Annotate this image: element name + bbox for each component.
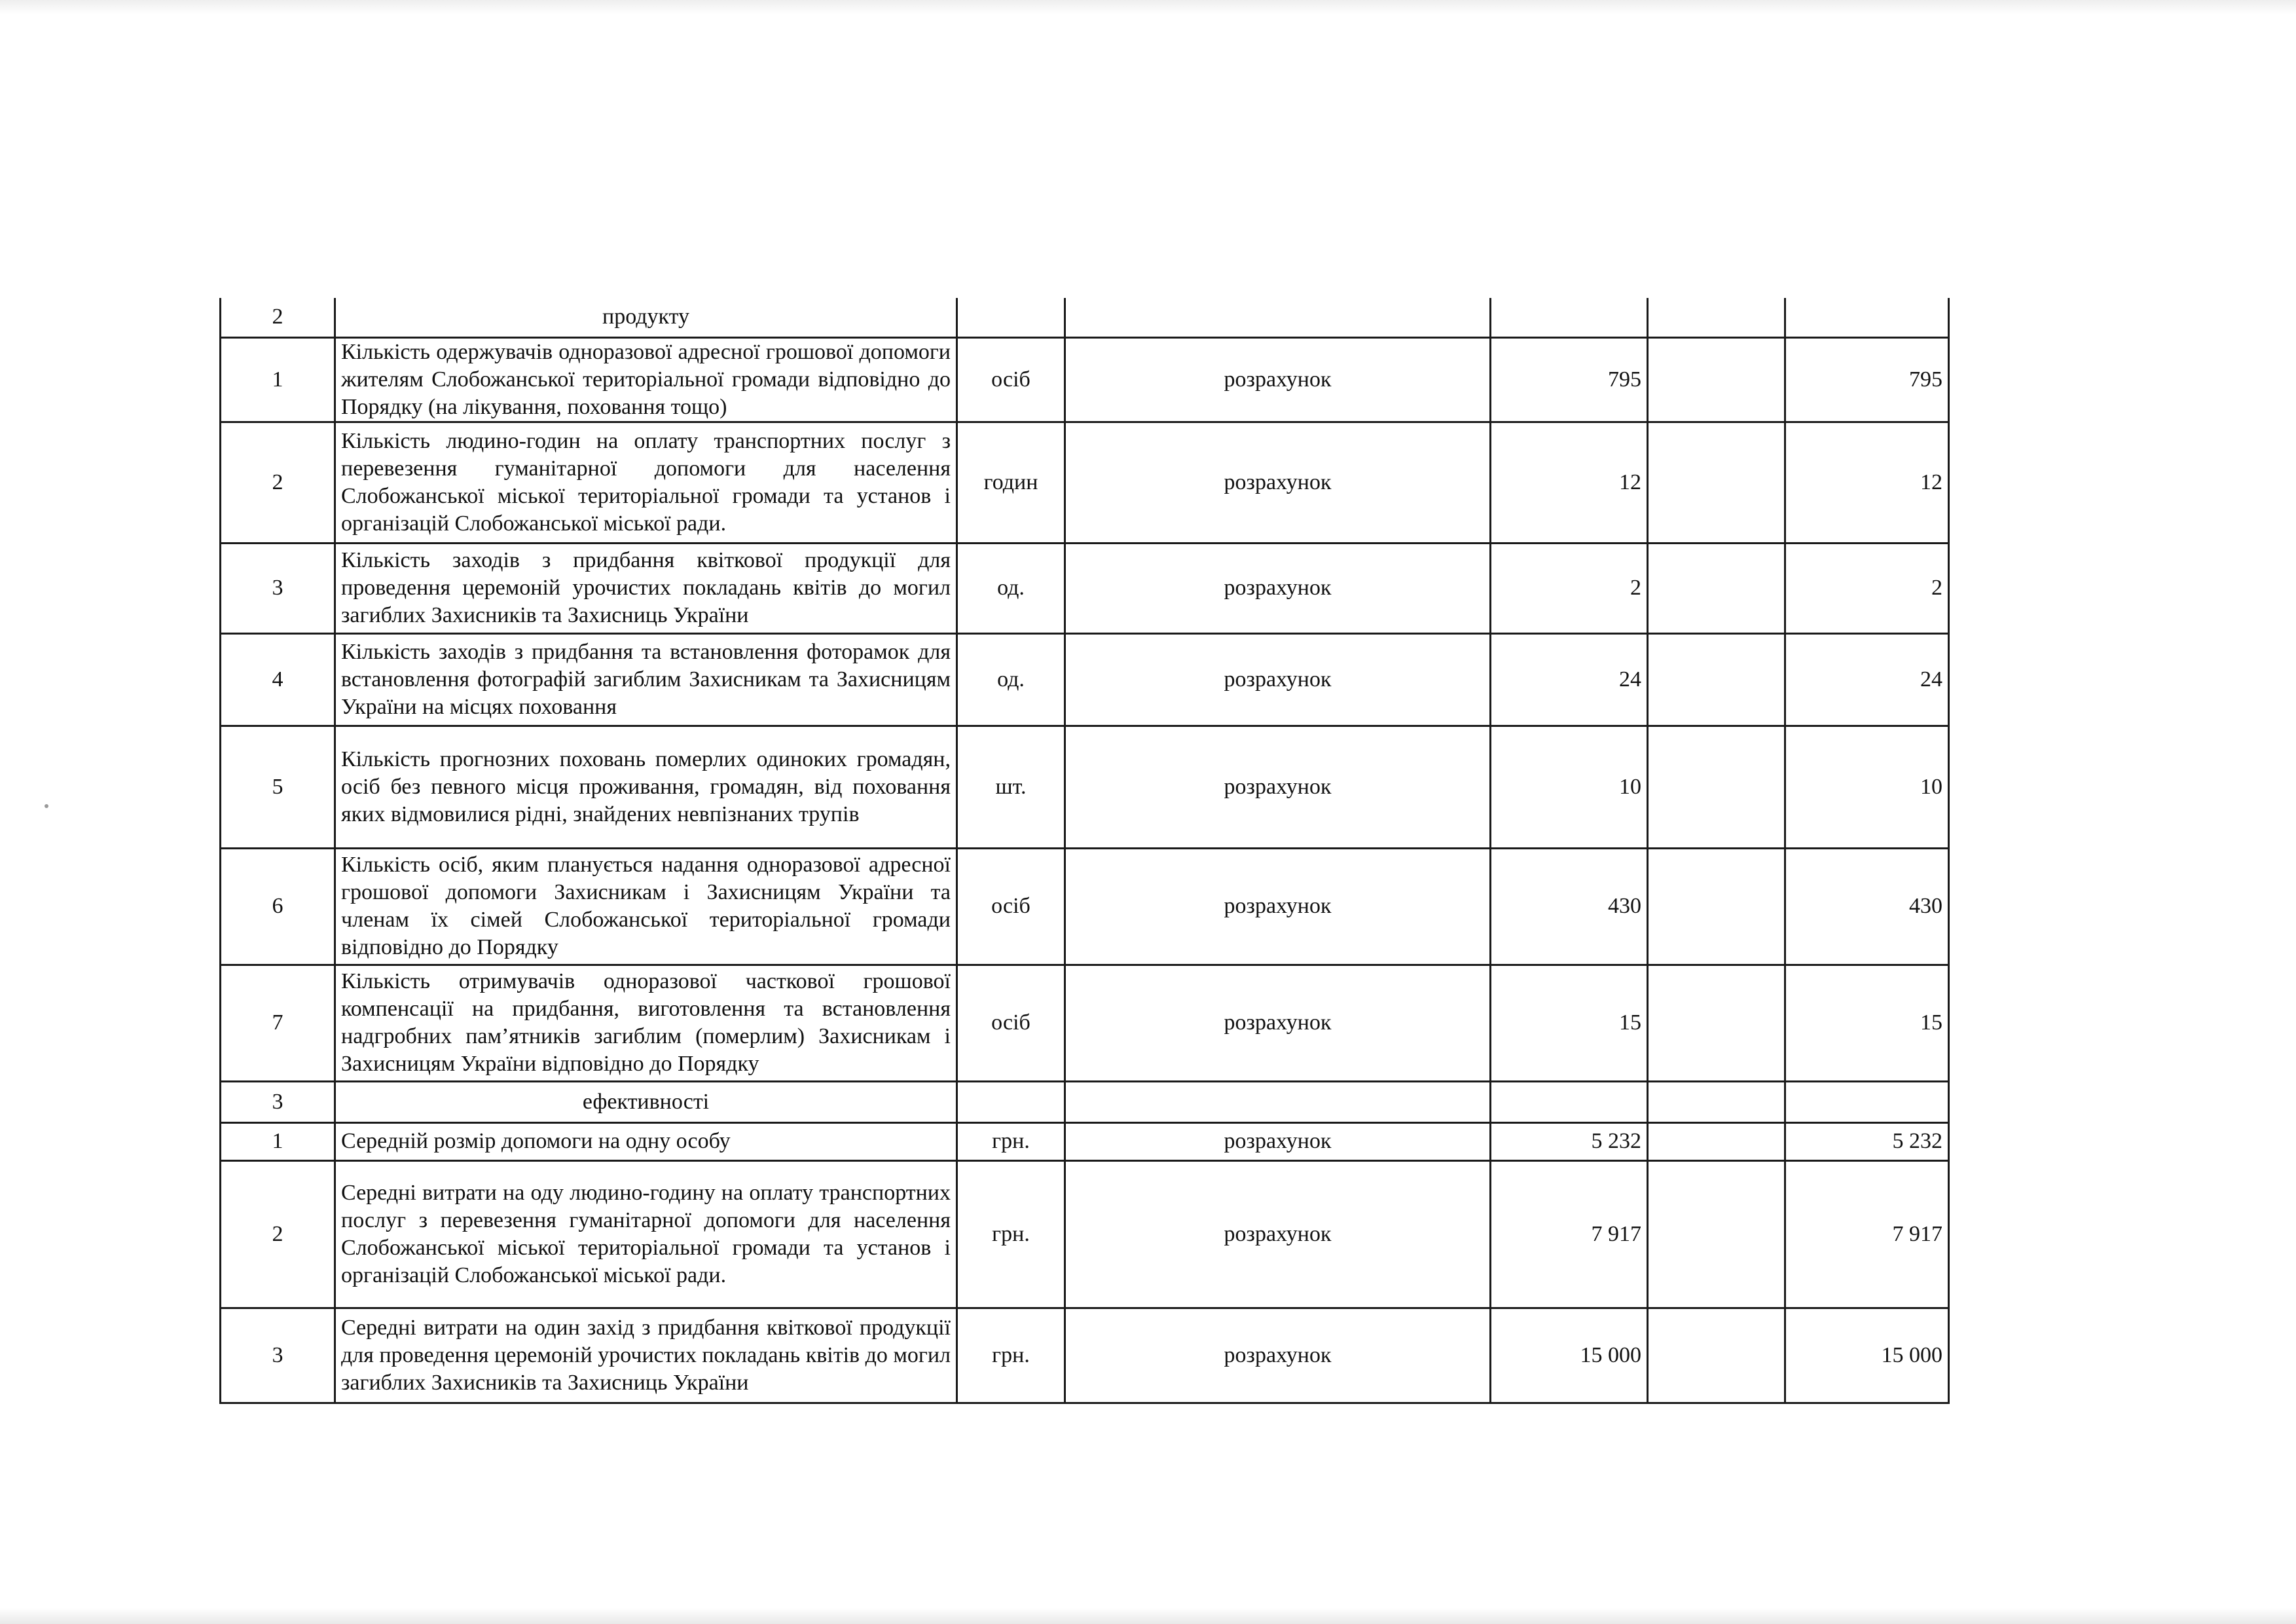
indicator-text: Середні витрати на оду людино-годину на оплату транспортних послуг з перевезення гуманітарної допомоги для населення Слобожанської міської територіальної громади та установ і організацій Слобожанської міської ради. (335, 1160, 957, 1308)
value-cell: 15 (1491, 965, 1648, 1081)
source-cell: розрахунок (1065, 1308, 1491, 1403)
row-number: 1 (221, 337, 335, 422)
value-cell: 15 000 (1491, 1308, 1648, 1403)
value-cell: 430 (1491, 848, 1648, 965)
table-row (221, 965, 1949, 1081)
table-row (221, 1160, 1949, 1308)
table-row (221, 1122, 1949, 1160)
source-cell: розрахунок (1065, 633, 1491, 726)
indicator-text: Кількість людино-годин на оплату транспортних послуг з перевезення гуманітарної допомоги для населення Слобожанської міської територіальної громади та установ і організацій Слобожанської міської ради. (335, 422, 957, 543)
value-cell-2: 7 917 (1785, 1160, 1949, 1308)
value-cell: 795 (1491, 337, 1648, 422)
table-row (221, 337, 1949, 422)
table-row (221, 1308, 1949, 1403)
source-cell: розрахунок (1065, 422, 1491, 543)
scan-speck (45, 804, 48, 808)
unit-cell: осіб (957, 337, 1065, 422)
value-cell: 7 917 (1491, 1160, 1648, 1308)
value-cell-2: 2 (1785, 543, 1949, 633)
indicator-text: Кількість заходів з придбання та встановлення фоторамок для встановлення фотографій загиблим Захисникам та Захисницям України на місцях поховання (335, 633, 957, 726)
scan-edge-bottom (0, 1608, 2296, 1624)
row-number: 3 (221, 543, 335, 633)
indicator-text: Кількість прогнозних поховань померлих одиноких громадян, осіб без певного місця проживання, громадян, від поховання яких відмовилися рідні, знайдених невпізнаних трупів (335, 726, 957, 848)
unit-cell: годин (957, 422, 1065, 543)
row-number: 3 (221, 1308, 335, 1403)
source-cell: розрахунок (1065, 1160, 1491, 1308)
value-cell: 24 (1491, 633, 1648, 726)
source-cell: розрахунок (1065, 1122, 1491, 1160)
indicator-text: Кількість одержувачів одноразової адресної грошової допомоги жителям Слобожанської територіальної громади відповідно до Порядку (на лікування, поховання тощо) (335, 337, 957, 422)
value-cell-2: 5 232 (1785, 1122, 1949, 1160)
row-number: 5 (221, 726, 335, 848)
indicators-table (219, 298, 1950, 1404)
section-number: 2 (221, 298, 335, 337)
unit-cell: од. (957, 543, 1065, 633)
source-cell: розрахунок (1065, 337, 1491, 422)
section-title: продукту (335, 298, 957, 337)
source-cell: розрахунок (1065, 848, 1491, 965)
indicator-text: Кількість осіб, яким планується надання одноразової адресної грошової допомоги Захисникам і Захисницям України та членам їх сімей Слобожанської територіальної громади відповідно до Порядку (335, 848, 957, 965)
value-cell: 10 (1491, 726, 1648, 848)
value-cell-2: 15 000 (1785, 1308, 1949, 1403)
unit-cell: од. (957, 633, 1065, 726)
unit-cell: шт. (957, 726, 1065, 848)
value-cell-2: 24 (1785, 633, 1949, 726)
scan-edge-top (0, 0, 2296, 14)
unit-cell: осіб (957, 848, 1065, 965)
table-row (221, 633, 1949, 726)
row-number: 6 (221, 848, 335, 965)
indicator-text: Середній розмір допомоги на одну особу (335, 1122, 957, 1160)
source-cell: розрахунок (1065, 543, 1491, 633)
source-cell: розрахунок (1065, 726, 1491, 848)
value-cell-2: 10 (1785, 726, 1949, 848)
table-row (221, 422, 1949, 543)
section-header-row (221, 1081, 1949, 1122)
row-number: 7 (221, 965, 335, 1081)
value-cell-2: 12 (1785, 422, 1949, 543)
section-title: ефективності (335, 1081, 957, 1122)
value-cell-2: 795 (1785, 337, 1949, 422)
table-row (221, 726, 1949, 848)
row-number: 2 (221, 422, 335, 543)
section-header-row (221, 298, 1949, 337)
unit-cell: грн. (957, 1308, 1065, 1403)
table-row (221, 543, 1949, 633)
value-cell: 5 232 (1491, 1122, 1648, 1160)
unit-cell: осіб (957, 965, 1065, 1081)
value-cell: 12 (1491, 422, 1648, 543)
value-cell: 2 (1491, 543, 1648, 633)
section-number: 3 (221, 1081, 335, 1122)
unit-cell: грн. (957, 1122, 1065, 1160)
row-number: 2 (221, 1160, 335, 1308)
row-number: 1 (221, 1122, 335, 1160)
source-cell: розрахунок (1065, 965, 1491, 1081)
indicator-text: Середні витрати на один захід з придбання квіткової продукції для проведення церемоній урочистих покладань квітів до могил загиблих Захисників та Захисниць України (335, 1308, 957, 1403)
indicator-text: Кількість заходів з придбання квіткової продукції для проведення церемоній урочистих покладань квітів до могил загиблих Захисників та Захисниць України (335, 543, 957, 633)
table-row (221, 848, 1949, 965)
value-cell-2: 15 (1785, 965, 1949, 1081)
row-number: 4 (221, 633, 335, 726)
unit-cell: грн. (957, 1160, 1065, 1308)
indicator-text: Кількість отримувачів одноразової часткової грошової компенсації на придбання, виготовлення та встановлення надгробних пам’ятників загиблим (померлим) Захисникам і Захисницям України відповідно до Порядку (335, 965, 957, 1081)
value-cell-2: 430 (1785, 848, 1949, 965)
